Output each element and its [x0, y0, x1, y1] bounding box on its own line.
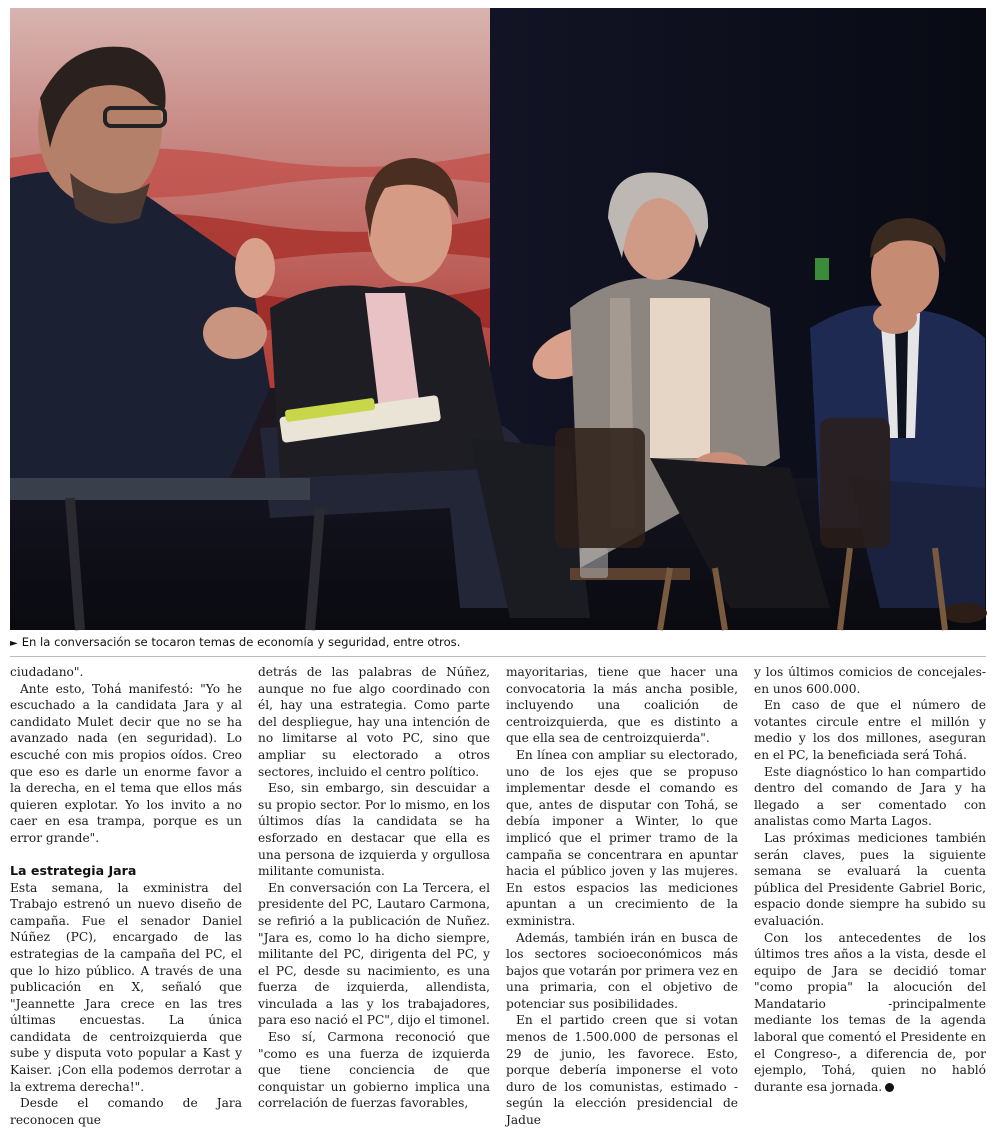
article-photo: [10, 8, 986, 630]
article-column-3: [506, 664, 738, 1128]
paragraph: Ante esto, Tohá manifestó: "Yo he escuchado a la candidata Jara y al candidato Mulet decir que no se ha avanzado nada (en seguridad). Lo escuché con mis propios oídos. Creo que eso es darle un enorme favor a la derecha, en el tema que ellos más quieren explotar. Yo los invito a no caer en esa trampa, porque es un error grande".: [10, 681, 242, 845]
article-column-2: [258, 664, 490, 1111]
paragraph: Eso, sin embargo, sin descuidar a su propio sector. Por lo mismo, en los últimos días la candidata se ha esforzado en destacar que ella es una persona de izquierda y orgullosa militante comunista.: [258, 781, 490, 879]
paragraph: En línea con ampliar su electorado, uno de los ejes que se propuso implementar desde el comando es que, antes de disputar con Tohá, se debía imponer a Winter, lo que implicó que el primer tramo de la campaña se concentrara en apuntar hacia el público joven y las mujeres. En estos espacios las mediciones apuntan a un crecimiento de la exministra.: [506, 747, 738, 928]
panel-discussion-photo: [10, 8, 986, 630]
paragraph: Este diagnóstico lo han compartido dentro del comando de Jara y ha llegado a ser comentado con analistas como Marta Lagos.: [754, 764, 986, 829]
article-column-1: [10, 664, 242, 1127]
paragraph: Esta semana, la exministra del Trabajo estrenó un nuevo diseño de campaña. Fue el senador Daniel Núñez (PC), encargado de las estrategias de la campaña del PC, el que lo hizo público. A través de una publicación en X, señaló que "Jeannette Jara crece en las tres últimas encuestas. La única candidata de centroizquierda que sube y disputa voto popular a Kast y Kaiser. ¡Con ella podemos derrotar a la extrema derecha!".: [10, 880, 242, 1094]
paragraph: Además, también irán en busca de los sectores socioeconómicos más bajos que votarán por primera vez en una primaria, con el objetivo de potenciar sus posibilidades.: [506, 930, 738, 1011]
paragraph-text: Con los antecedentes de los últimos tres años a la vista, desde el equipo de Jara se decidió tomar "como propia" la alocución del Mandatario -principalmente mediante los temas de la agenda laboral que comentó el Presidente en el Congreso-, a diferencia de, por ejemplo, Tohá, quien no habló durante esa jornada.: [754, 930, 986, 1094]
photo-caption: [10, 633, 986, 651]
end-of-article-icon: [885, 1083, 894, 1092]
caption-divider: [10, 656, 986, 657]
paragraph: ciudadano".: [10, 665, 84, 679]
section-heading: La estrategia Jara: [10, 862, 137, 878]
paragraph: y los últimos comicios de concejales- en unos 600.000.: [754, 665, 986, 696]
article-column-4: [754, 664, 986, 1094]
paragraph: mayoritarias, tiene que hacer una convocatoria la más ancha posible, incluyendo una coalición de centroizquierda, que es distinto a que ella sea de centroizquierda".: [506, 665, 738, 746]
paragraph: En caso de que el número de votantes circule entre el millón y medio y los dos millones, aseguran en el PC, la beneficiada será Tohá.: [754, 698, 986, 762]
paragraph: En el partido creen que si votan menos de 1.500.000 de personas el 29 de junio, les favorece. Esto, porque debería imponerse el voto duro de los comunistas, estimado -según la elección presidencial de Jadue: [506, 1013, 738, 1128]
paragraph: [754, 930, 986, 1096]
paragraph: Las próximas mediciones también serán claves, pues la siguiente semana se evaluará la cuenta pública del Presidente Gabriel Boric, espacio donde siempre ha subido su evaluación.: [754, 830, 986, 928]
caption-marker-icon: ►: [10, 638, 18, 649]
paragraph: En conversación con La Tercera, el presidente del PC, Lautaro Carmona, se refirió a la publicación de Nuñez. "Jara es, como lo ha dicho siempre, militante del PC, dirigenta del PC, y el PC, desde su nacimiento, es una fuerza de izquierda, allendista, vinculada a las y los trabajadores, para eso nació el PC", dijo el timonel.: [258, 880, 490, 1028]
paragraph: Eso sí, Carmona reconoció que "como es una fuerza de izquierda que tiene conciencia de que conquistar un gobierno implica una correlación de fuerzas favorables,: [258, 1030, 490, 1111]
caption-text: En la conversación se tocaron temas de economía y seguridad, entre otros.: [21, 635, 461, 649]
paragraph: Desde el comando de Jara reconocen que: [10, 1096, 242, 1127]
paragraph: detrás de las palabras de Núñez, aunque no fue algo coordinado con él, hay una estrategia. Como parte del despliegue, hay una intención de no limitarse al voto PC, sino que ampliar su electorado a otros sectores, incluido el centro político.: [258, 665, 490, 779]
